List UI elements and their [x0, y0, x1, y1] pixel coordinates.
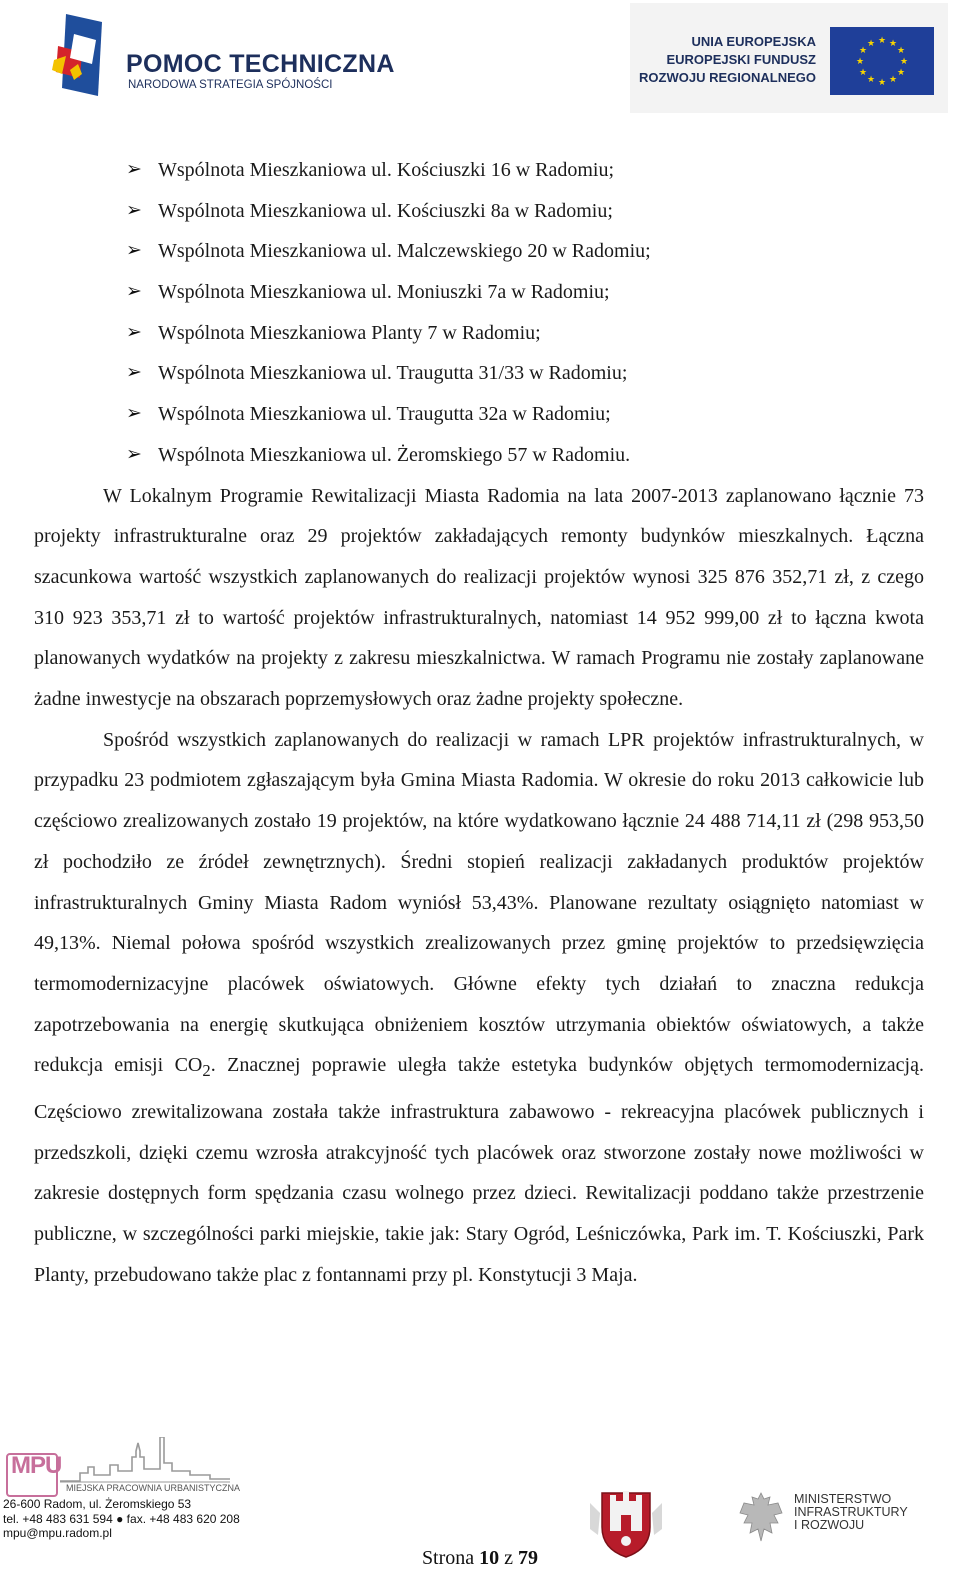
- ministry-text: [794, 1493, 908, 1532]
- page-header: [0, 0, 960, 120]
- logo-subtitle: NARODOWA STRATEGIA SPÓJNOŚCI: [128, 79, 333, 91]
- svg-text:★: ★: [888, 75, 898, 85]
- eu-logo: [630, 3, 948, 113]
- svg-text:★: ★: [877, 78, 887, 88]
- eu-line-1: UNIA EUROPEJSKA: [691, 34, 816, 49]
- svg-text:★: ★: [855, 57, 865, 67]
- arrow-bullet-icon: ➢: [126, 240, 142, 262]
- page-footer: [0, 1435, 960, 1585]
- list-item-text: Wspólnota Mieszkaniowa ul. Traugutta 32a w Radomiu;: [158, 403, 611, 426]
- svg-text:★: ★: [888, 39, 898, 49]
- page-prefix: Strona: [421, 1547, 475, 1569]
- document-body: [34, 150, 924, 1296]
- address-line: 26-600 Radom, ul. Żeromskiego 53: [3, 1497, 192, 1511]
- current-page: 10: [479, 1547, 500, 1569]
- paragraph-text-part-2: . Znacznej poprawie uległa także estetyka budynków objętych termomodernizacją. Częściowo zrewitalizowana została także infrastruktura zabawowo - rekreacyjna placówek publicznych i przedszkoli, dzięki czemu wzrosła atrakcyjność tych placówek oraz stworzone zostały nowe możliwości w zakresie dostępnych form spędzania czasu wolnego przez dzieci. Rewitalizacji poddano także przestrzenie publiczne, w szczególności parki miejskie, takie jak: Stary Ogród, Leśniczówka, Park im. T. Kościuszki, Park Planty, przebudowano także plac z fontannami przy pl. Konstytucji 3 Maja.: [34, 1054, 924, 1286]
- list-item: [34, 231, 924, 272]
- mpu-full-name: MIEJSKA PRACOWNIA URBANISTYCZNA: [66, 1483, 241, 1493]
- list-item-text: Wspólnota Mieszkaniowa ul. Moniuszki 7a w Radomiu;: [158, 281, 610, 304]
- page-separator: z: [504, 1547, 514, 1569]
- arrow-bullet-icon: ➢: [126, 403, 142, 425]
- list-item: [34, 394, 924, 435]
- list-item-text: Wspólnota Mieszkaniowa ul. Żeromskiego 57 w Radomiu.: [158, 443, 631, 466]
- list-item: [34, 313, 924, 354]
- svg-text:★: ★: [896, 68, 906, 78]
- list-item-text: Wspólnota Mieszkaniowa Planty 7 w Radomiu;: [158, 321, 541, 344]
- list-item-text: Wspólnota Mieszkaniowa ul. Kościuszki 16 w Radomiu;: [158, 159, 615, 181]
- pomoc-techniczna-logo: [52, 12, 395, 102]
- list-item: [34, 191, 924, 232]
- paragraph-text-part-1: Spośród wszystkich zaplanowanych do realizacji w ramach LPR projektów infrastrukturalnych, w przypadku 23 podmiotem zgłaszającym była Gmina Miasta Radomia. W okresie do roku 2013 całkowicie lub częściowo zrealizowanych zostało 19 projektów, na które wydatkowano łącznie 24 488 714,11 zł (298 953,50 zł pochodziło ze źródeł zewnętrznych). Średni stopień realizacji zakładanych produktów projektów infrastrukturalnych Gminy Miasta Radom wyniósł 53,43%. Planowane rezultaty osiągnięto natomiast w 49,13%. Niemal połowa spośród wszystkich zrealizowanych przez gminę projektów to przedsięwzięcia termomodernizacyjne placówek oświatowych. Główne efekty tych działań to znaczna redukcja zapotrzebowania na energię skutkująca obniżeniem kosztów utrzymania obiektów oświatowych, a także redukcja emisji CO: [34, 728, 924, 1077]
- eu-logo-text: [639, 33, 816, 87]
- eu-line-3: ROZWOJU REGIONALNEGO: [639, 70, 816, 85]
- svg-text:★: ★: [858, 46, 868, 56]
- arrow-bullet-icon: ➢: [126, 443, 142, 465]
- phone-fax-line: tel. +48 483 631 594 ● fax. +48 483 620 208: [3, 1511, 240, 1526]
- arrow-bullet-icon: ➢: [126, 321, 142, 343]
- paragraph-program-summary: W Lokalnym Programie Rewitalizacji Miasta Radomia na lata 2007-2013 zaplanowano łącznie 73 projekty infrastrukturalne oraz 29 projektów zakładających remonty budynków mieszkalnych. Łączna szacunkowa wartość wszystkich zaplanowanych do realizacji projektów wynosi 325 876 352,71 zł, z czego 310 923 353,71 zł to wartość projektów infrastrukturalnych, natomiast 14 952 999,00 zł to łączna kwota planowanych wydatków na projekty z zakresu mieszkalnictwa. W ramach Programu nie zostały zaplanowane żadne inwestycje na obszarach poprzemysłowych oraz żadne projekty społeczne.: [34, 484, 924, 711]
- list-item-text: Wspólnota Mieszkaniowa ul. Malczewskiego 20 w Radomiu;: [158, 240, 651, 263]
- svg-text:★: ★: [899, 57, 909, 67]
- eu-flag-icon: [830, 27, 934, 95]
- svg-text:★: ★: [896, 46, 906, 56]
- arrow-bullet-icon: ➢: [126, 362, 142, 384]
- ministry-line: I ROZWOJU: [794, 1518, 865, 1532]
- city-skyline-icon: [60, 1437, 230, 1483]
- pomoc-techniczna-emblem-icon: [52, 12, 112, 98]
- contact-address: [3, 1497, 240, 1541]
- list-item-text: Wspólnota Mieszkaniowa ul. Traugutta 31/33 w Radomiu;: [158, 362, 628, 385]
- arrow-bullet-icon: ➢: [126, 281, 142, 303]
- arrow-bullet-icon: ➢: [126, 159, 142, 180]
- mpu-logo: [6, 1452, 62, 1497]
- eu-line-2: EUROPEJSKI FUNDUSZ: [666, 52, 816, 67]
- housing-community-list: [34, 150, 924, 476]
- ministry-line: INFRASTRUKTURY: [794, 1505, 908, 1519]
- list-item: [34, 435, 924, 476]
- svg-text:★: ★: [866, 75, 876, 85]
- list-item: [34, 353, 924, 394]
- ministry-line: MINISTERSTWO: [794, 1492, 892, 1506]
- mpu-letters: MPU: [11, 1452, 62, 1479]
- svg-text:★: ★: [866, 39, 876, 49]
- list-item: [34, 150, 924, 191]
- arrow-bullet-icon: ➢: [126, 199, 142, 221]
- list-item: [34, 272, 924, 313]
- email-line: mpu@mpu.radom.pl: [3, 1526, 112, 1540]
- svg-text:★: ★: [877, 36, 887, 46]
- total-pages: 79: [518, 1547, 539, 1569]
- co2-subscript: 2: [202, 1061, 211, 1081]
- svg-text:★: ★: [858, 68, 868, 78]
- paragraph-implementation: [34, 720, 924, 1296]
- polish-eagle-icon: [736, 1489, 786, 1545]
- list-item-text: Wspólnota Mieszkaniowa ul. Kościuszki 8a w Radomiu;: [158, 199, 613, 222]
- logo-title: POMOC TECHNICZNA: [126, 50, 395, 78]
- page-number: [0, 1547, 960, 1570]
